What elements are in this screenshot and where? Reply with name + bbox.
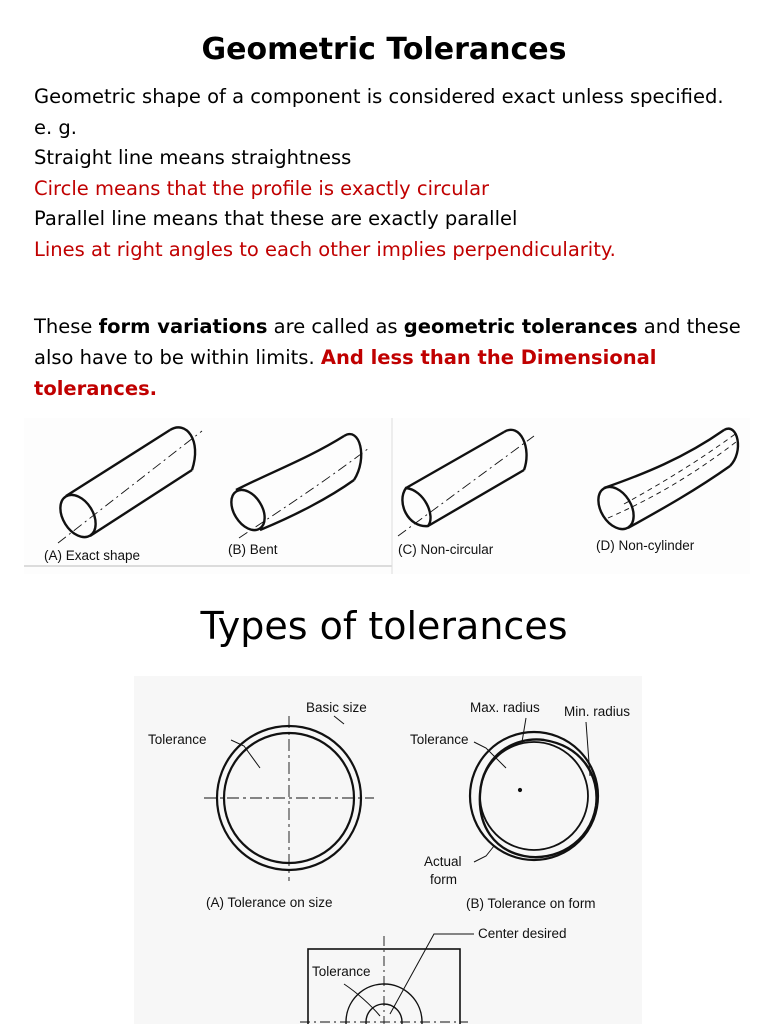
label-max-radius: Max. radius — [470, 700, 540, 715]
cylinder-shapes-figure — [24, 418, 750, 574]
para-bold-form-variations: form variations — [98, 315, 268, 338]
label-actual-form-2: form — [430, 872, 457, 887]
label-min-radius: Min. radius — [564, 704, 631, 719]
para-red-emphasis: And less than the Dimensional tolerances. — [34, 346, 657, 400]
intro-line-2: e. g. — [34, 115, 77, 139]
para-text-3: and these also have to be within limits. — [34, 315, 741, 369]
para-text-1: These — [34, 315, 99, 338]
caption-non-circular: (C) Non-circular — [398, 542, 494, 557]
intro-line-6: Lines at right angles to each other implies perpendicularity. — [34, 237, 616, 261]
label-center-desired: Center desired — [478, 926, 567, 941]
intro-line-1: Geometric shape of a component is considered exact unless specified. — [34, 85, 724, 108]
tolerance-types-figure — [134, 676, 642, 1024]
slide-title: Geometric Tolerances — [201, 32, 567, 67]
caption-bent: (B) Bent — [228, 542, 278, 557]
para-text-2: are called as — [267, 315, 404, 338]
label-tolerance-size: Tolerance — [148, 732, 207, 747]
intro-text — [34, 82, 744, 265]
label-actual-form-1: Actual — [424, 854, 462, 869]
intro-line-5: Parallel line means that these are exactly parallel — [34, 207, 518, 230]
para-bold-geometric-tolerances: geometric tolerances — [403, 315, 638, 338]
label-basic-size: Basic size — [306, 700, 367, 715]
caption-non-cylinder: (D) Non-cylinder — [596, 538, 695, 553]
types-of-tolerances-heading: Types of tolerances — [200, 604, 568, 648]
caption-exact-shape: (A) Exact shape — [44, 548, 141, 563]
label-tolerance-form: Tolerance — [410, 732, 469, 747]
geometric-tolerance-paragraph — [34, 311, 744, 404]
caption-tolerance-on-size: (A) Tolerance on size — [206, 895, 333, 910]
caption-tolerance-on-form: (B) Tolerance on form — [466, 896, 596, 911]
intro-line-4: Circle means that the profile is exactly circular — [34, 176, 490, 200]
label-tolerance-position: Tolerance — [312, 964, 371, 979]
intro-line-3: Straight line means straightness — [34, 146, 352, 169]
